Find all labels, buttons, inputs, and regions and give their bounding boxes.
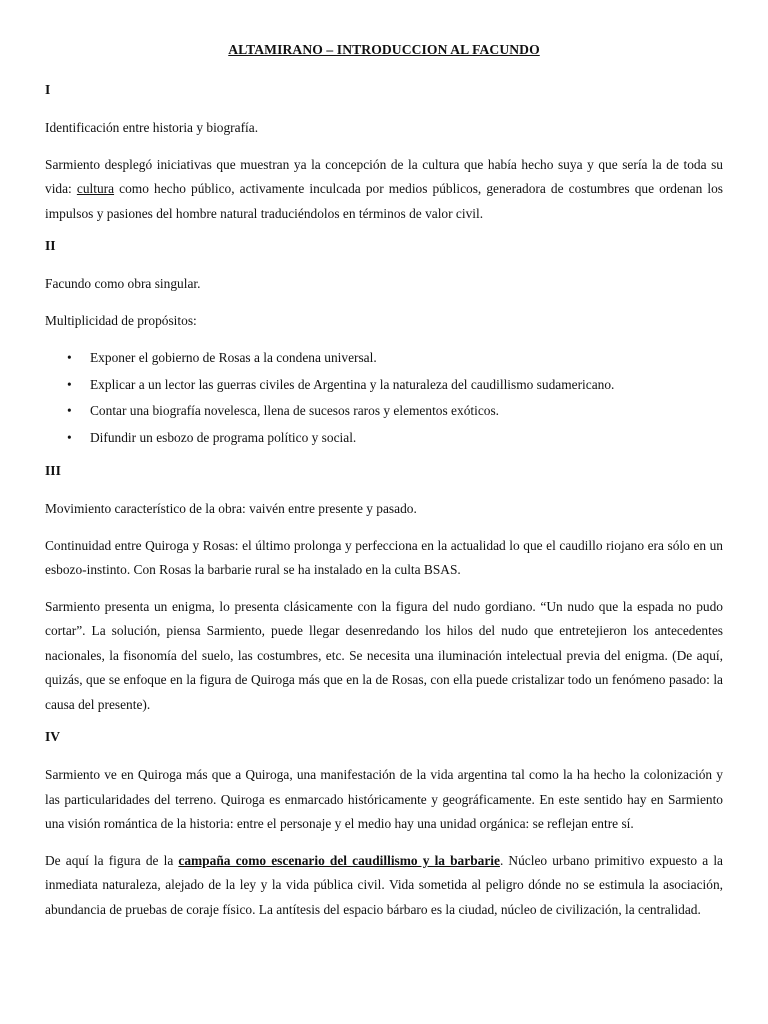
paragraph: Identificación entre historia y biografía. [45,120,259,135]
section-1 [45,82,723,226]
text-run: De aquí la figura de la [45,852,179,868]
list-item [45,425,723,452]
paragraph: Sarmiento presenta un enigma, lo presenta clásicamente con la figura del nudo gordiano. “Un nudo que la espada no pudo cortar”. La solución, piensa Sarmiento, puede llegar desenredando los hilos del nudo que entretejieron los antecedentes nacionales, la fisonomía del suelo, las costumbres, etc. Se necesita una iluminación intelectual previa del enigma. (De aquí, quizás, que se enfoque en la figura de Quiroga más que en la de Rosas, con ella puede cristalizar todo un fenómeno pasado: la causa del presente). [45,598,723,712]
paragraph: Continuidad entre Quiroga y Rosas: el último prolonga y perfecciona en la actualidad lo que el caudillo riojano era sólo en un esbozo-instinto. Con Rosas la barbarie rural se ha instalado en la culta BSAS. [45,537,723,577]
paragraph: Facundo como obra singular. [45,276,201,291]
bullet-icon: • [67,429,72,445]
bullet-icon: • [67,403,72,418]
text-run: como hecho público, activamente inculcada por medios públicos, generadora de costumbres que ordenan los impulsos y pasiones del hombre natural traduciéndolos en términos de valor civil. [45,181,723,221]
section-4 [45,729,723,922]
text-run: . Núcleo urbano primitivo expuesto a la inmediata naturaleza, alejado de la ley y la vida pública civil. Vida sometida al peligro dónde no se estimula la asociación, abundancia de pruebas de coraje físico. La antítesis del espacio bárbaro es la ciudad, núcleo de civilización, la centralidad. [45,852,723,917]
list-item-text: Contar una biografía novelesca, llena de sucesos raros y elementos exóticos. [90,403,500,418]
section-heading: II [45,238,56,253]
text-run: Sarmiento desplegó iniciativas que muestran ya la concepción de la cultura que había hecho suya y que sería la de toda su vida: [45,156,723,196]
section-2 [45,238,723,451]
list-item [45,372,723,399]
emphasized-term: campaña como escenario del caudillismo y la barbarie [178,852,500,868]
list-item [45,345,723,372]
list-item-text: Explicar a un lector las guerras civiles de Argentina y la naturaleza del caudillismo sudamericano. [90,376,615,392]
paragraph: Multiplicidad de propósitos: [45,312,197,328]
section-heading: III [45,463,61,478]
list-item-text: Difundir un esbozo de programa político y social. [90,429,357,445]
paragraph: Movimiento característico de la obra: vaivén entre presente y pasado. [45,501,417,516]
paragraph: Sarmiento ve en Quiroga más que a Quiroga, una manifestación de la vida argentina tal como la ha hecho la colonización y las particularidades del terreno. Quiroga es enmarcado históricamente y geográficamente. En este sentido hay en Sarmiento una visión romántica de la historia: entre el personaje y el medio hay una unidad orgánica: se reflejan entre sí. [45,767,723,831]
section-heading: IV [45,729,61,744]
section-heading: I [45,82,51,97]
document-title: ALTAMIRANO – INTRODUCCION AL FACUNDO [228,42,540,57]
section-3 [45,463,723,717]
bullet-icon: • [67,350,72,365]
bullet-list [45,345,723,451]
paragraph [45,849,723,923]
paragraph [45,153,723,227]
bullet-icon: • [67,376,72,392]
list-item [45,398,723,425]
list-item-text: Exponer el gobierno de Rosas a la condena universal. [90,350,377,365]
underlined-term: cultura [76,181,115,196]
